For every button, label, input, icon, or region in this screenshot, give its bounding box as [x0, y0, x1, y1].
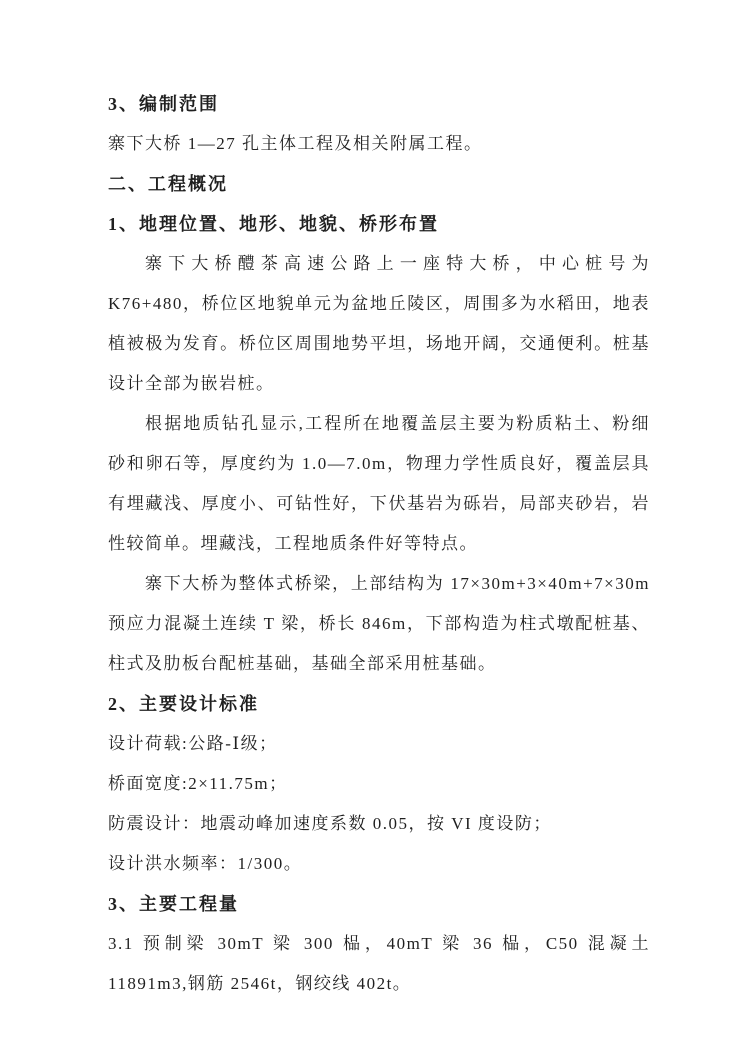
section-heading: 二、工程概况	[108, 174, 228, 194]
paragraph: 设计荷载:公路-Ⅰ级；	[108, 734, 278, 753]
section-heading: 3、编制范围	[108, 94, 219, 114]
paragraph: 桥面宽度:2×11.75m；	[108, 774, 288, 793]
paragraph: 寨下大桥 1—27 孔主体工程及相关附属工程。	[108, 134, 483, 153]
section-heading: 2、主要设计标准	[108, 694, 259, 714]
paragraph: 根据地质钻孔显示,工程所在地覆盖层主要为粉质粘土、粉细砂和卵石等，厚度约为 1.0—7.0m，物理力学性质良好，覆盖层具有埋藏浅、厚度小、可钻性好，下伏基岩为砾岩，局部夹砂岩，岩性较简单。埋藏浅，工程地质条件好等特点。	[108, 414, 650, 553]
document-content	[108, 84, 650, 1004]
paragraph: 防震设计：地震动峰加速度系数 0.05，按 VI 度设防；	[108, 814, 552, 833]
section-heading: 1、地理位置、地形、地貌、桥形布置	[108, 214, 439, 234]
section-heading: 3、主要工程量	[108, 894, 239, 914]
paragraph: 寨下大桥醴茶高速公路上一座特大桥，中心桩号为 K76+480，桥位区地貌单元为盆地丘陵区，周围多为水稻田，地表植被极为发育。桥位区周围地势平坦，场地开阔，交通便利。桩基设计全部为嵌岩桩。	[108, 254, 650, 393]
paragraph: 寨下大桥为整体式桥梁，上部结构为 17×30m+3×40m+7×30m 预应力混凝土连续 T 梁，桥长 846m，下部构造为柱式墩配桩基、柱式及肋板台配桩基础，基础全部采用桩基础。	[108, 574, 650, 673]
paragraph: 设计洪水频率：1/300。	[108, 854, 303, 873]
paragraph: 3.1 预制梁 30mT 梁 300 榀，40mT 梁 36 榀，C50 混凝土 11891m3,钢筋 2546t，钢绞线 402t。	[108, 934, 650, 993]
